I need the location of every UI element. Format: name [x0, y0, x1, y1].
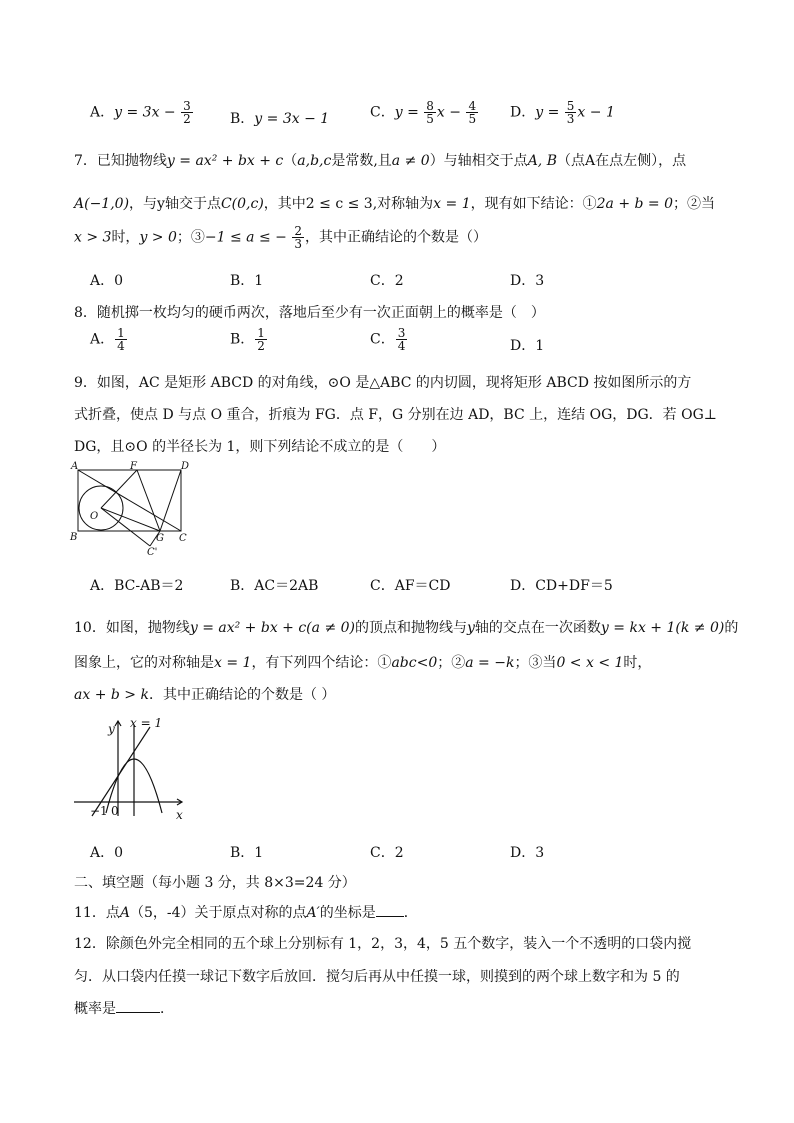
q10-figure — [70, 713, 190, 825]
segment-oc-prime — [101, 508, 150, 546]
fold-fg — [137, 470, 160, 531]
q10-option-d: D．3 — [510, 845, 545, 861]
q6-option-b: B．y = 3x − 1 — [230, 111, 330, 127]
fraction: $\frac{1}{4}$ — [117, 326, 125, 353]
q9-line-3: DG，且⊙O 的半径长为 1，则下列结论不成立的是（ ） — [74, 439, 446, 455]
q10-option-a: A．0 — [90, 845, 124, 861]
q9-line-2: 式折叠，使点 D 与点 O 重合，折痕为 FG．点 F，G 分别在边 AD，BC 上，连结 OG，DG．若 OG⊥ — [74, 407, 717, 423]
q11: 11．点A（5，-4）关于原点对称的点A′的坐标是 ． — [74, 905, 418, 921]
q8-option-d: D．1 — [510, 338, 545, 354]
q8-options — [90, 327, 730, 355]
q7-option-d: D．3 — [510, 273, 545, 289]
q12-line-2: 匀．从口袋内任摸一球记下数字后放回．搅匀后再从中任摸一球，则摸到的两个球上数字和为 5 的 — [74, 969, 680, 985]
label-b: B — [70, 532, 78, 543]
q12-line-1: 12．除颜色外完全相同的五个球上分别标有 1，2，3，4，5 五个数字，装入一个不透明的口袋内搅 — [74, 936, 692, 952]
q8-option-a: A． $\frac{1}{4}$ — [90, 326, 125, 353]
fraction: $\frac{8}{5}$ — [426, 99, 434, 126]
q10-line-3: ax + b > k．其中正确结论的个数是（ ） — [74, 687, 336, 703]
section-heading: 二、填空题（每小题 3 分，共 8×3=24 分） — [74, 875, 356, 891]
label-d: D — [181, 461, 190, 472]
label-o: O — [90, 511, 99, 522]
q10-line-2: 图象上，它的对称轴是x = 1，有下列四个结论：①abc<0；②a = −k；③当0 < x < 1时， — [74, 655, 652, 671]
label-y: y — [108, 722, 115, 736]
label-g: G — [156, 533, 164, 544]
q6-options — [90, 100, 730, 128]
q7-option-c: C．2 — [370, 273, 404, 289]
q10-option-c: C．2 — [370, 845, 404, 861]
segment-dg — [160, 470, 181, 531]
q10-option-b: B．1 — [230, 845, 264, 861]
label-c: C — [179, 533, 187, 544]
q7-line-3: x > 3时，y > 0；③−1 ≤ a ≤ − $\frac{2}{3}$ ，其中正确结论的个数是（） — [74, 224, 487, 251]
q10-options — [90, 842, 730, 862]
segment-og — [101, 508, 160, 531]
q9-figure — [68, 460, 198, 560]
q7-line-1: 7．已知抛物线y = ax² + bx + c（a,b,c是常数,且a ≠ 0）与轴相交于点A, B（点A在点左侧），点 — [74, 153, 687, 169]
q12-line-3: 概率是 ． — [74, 1001, 174, 1017]
q6-option-a: A．y = 3x − $\frac{3}{2}$ — [90, 99, 191, 126]
fraction: $\frac{3}{4}$ — [397, 326, 406, 353]
q9-line-1: 9．如图，AC 是矩形 ABCD 的对角线，⊙O 是△ABC 的内切圆，现将矩形 ABCD 按如图所示的方 — [74, 375, 692, 391]
q8-option-c: C． $\frac{3}{4}$ — [370, 326, 406, 353]
label-minus-1: −1 — [90, 804, 108, 818]
label-origin: 0 — [111, 804, 119, 818]
q9-option-a: A．BC-AB＝2 — [90, 578, 184, 594]
answer-blank[interactable] — [116, 1000, 160, 1013]
fraction: $\frac{2}{3}$ — [294, 224, 302, 251]
label-a: A — [71, 461, 79, 472]
label-f: F — [130, 461, 137, 472]
q6-option-d: D．y = $\frac{5}{3}$ x − 1 — [510, 99, 615, 126]
label-x-eq-1: x = 1 — [130, 716, 163, 730]
q9-option-b: B．AC＝2AB — [230, 578, 319, 594]
q7-options — [90, 270, 730, 290]
fraction: $\frac{4}{5}$ — [468, 99, 477, 126]
q8-stem: 8．随机掷一枚均匀的硬币两次，落地后至少有一次正面朝上的概率是（ ） — [74, 305, 545, 321]
fraction: $\frac{1}{2}$ — [257, 326, 265, 353]
q9-option-c: C．AF＝CD — [370, 578, 451, 594]
label-x: x — [176, 808, 183, 822]
label-c-prime: C' — [147, 547, 158, 558]
q10-line-1: 10．如图，抛物线y = ax² + bx + c(a ≠ 0)的顶点和抛物线与y轴的交点在一次函数y = kx + 1(k ≠ 0)的 — [74, 620, 739, 636]
q7-option-b: B．1 — [230, 273, 264, 289]
q6-option-c: C．y = $\frac{8}{5}$ x − $\frac{4}{5}$ — [370, 99, 477, 126]
q7-line-2: A(−1,0)，与y轴交于点C(0,c)，其中2 ≤ c ≤ 3,对称轴为x = 1，现有如下结论：①2a + b = 0；②当 — [74, 196, 715, 212]
fraction: $\frac{3}{2}$ — [183, 99, 191, 126]
fraction: $\frac{5}{3}$ — [566, 99, 575, 126]
q9-option-d: D．CD+DF＝5 — [510, 578, 613, 594]
answer-blank[interactable] — [376, 904, 404, 917]
q7-option-a: A．0 — [90, 273, 124, 289]
q9-options — [90, 575, 730, 595]
q8-option-b: B． $\frac{1}{2}$ — [230, 326, 265, 353]
